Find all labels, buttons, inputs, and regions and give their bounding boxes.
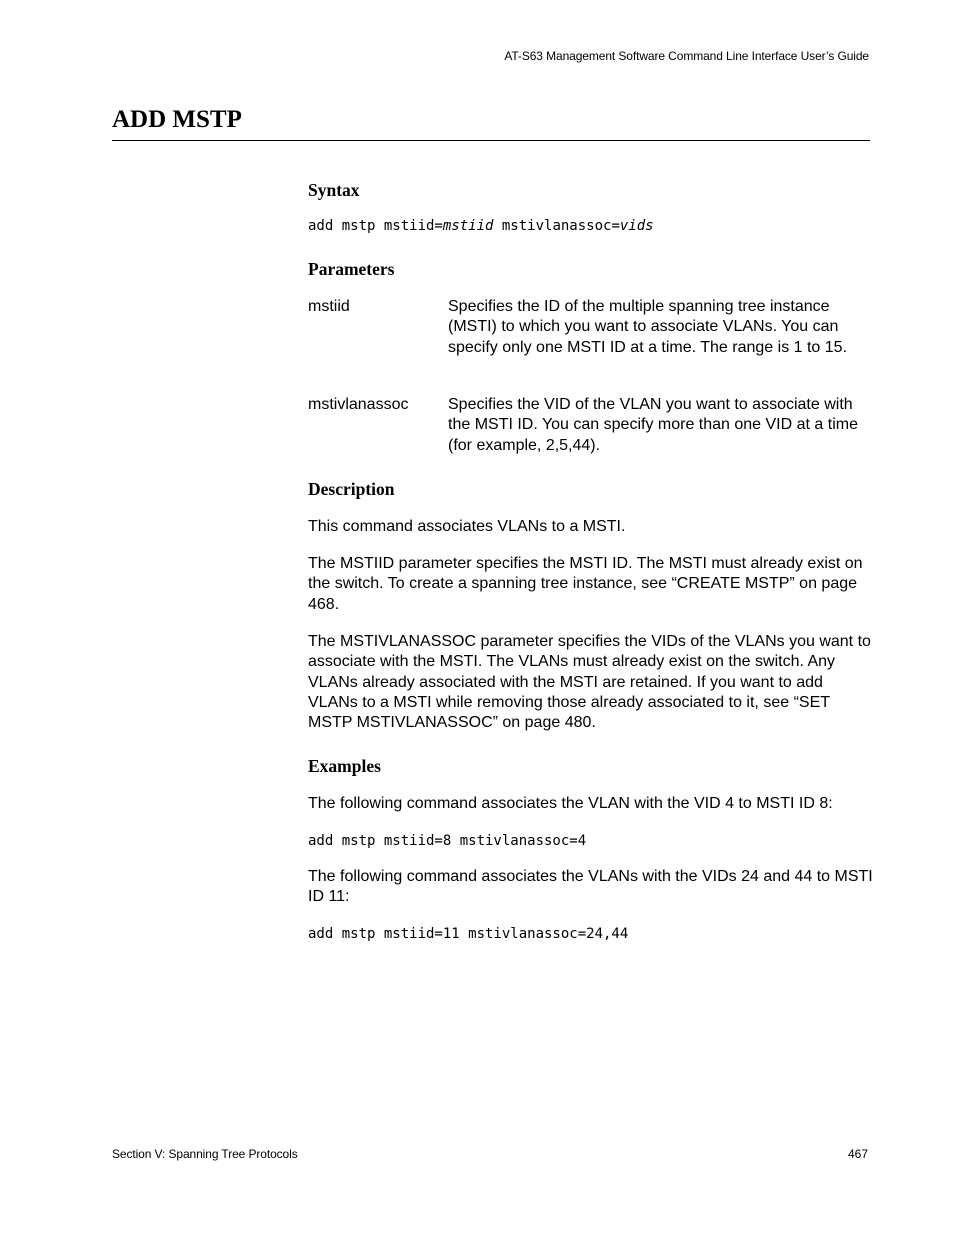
examples-heading: Examples (308, 756, 381, 776)
description-paragraph: The MSTIID parameter specifies the MSTI ID. The MSTI must already exist on the switch. To create a spanning tree instance, see “CREATE MSTP” on page 468. (308, 555, 863, 613)
syntax-heading: Syntax (308, 180, 360, 200)
example-text: The following command associates the VLAN with the VID 4 to MSTI ID 8: (308, 795, 833, 812)
title-rule (112, 140, 870, 141)
parameter-name: mstivlanassoc (308, 396, 409, 413)
syntax-variable-mstiid: mstiid (442, 218, 494, 234)
example-text: The following command associates the VLANs with the VIDs 24 and 44 to MSTI ID 11: (308, 868, 873, 906)
parameter-name: mstiid (308, 298, 350, 315)
description-paragraph: This command associates VLANs to a MSTI. (308, 518, 626, 535)
syntax-command-text: mstivlanassoc= (493, 218, 620, 234)
parameters-heading: Parameters (308, 259, 395, 279)
example-command: add mstp mstiid=8 mstivlanassoc=4 (308, 833, 587, 849)
footer-section: Section V: Spanning Tree Protocols (112, 1147, 298, 1161)
page-title: ADD MSTP (112, 106, 242, 133)
description-heading: Description (308, 479, 395, 499)
parameter-description: Specifies the VID of the VLAN you want to associate with the MSTI ID. You can specify more than one VID at a time (for example, 2,5,44). (448, 396, 858, 454)
parameter-description: Specifies the ID of the multiple spanning tree instance (MSTI) to which you want to associate VLANs. You can specify only one MSTI ID at a time. The range is 1 to 15. (448, 298, 848, 356)
page-number: 467 (847, 1147, 868, 1161)
example-command: add mstp mstiid=11 mstivlanassoc=24,44 (308, 926, 629, 942)
running-header: AT-S63 Management Software Command Line Interface User’s Guide (504, 49, 869, 63)
syntax-variable-vids: vids (619, 218, 654, 234)
syntax-command (308, 218, 654, 234)
syntax-command-text: add mstp mstiid= (308, 218, 443, 234)
description-paragraph: The MSTIVLANASSOC parameter specifies the VIDs of the VLANs you want to associate with the MSTI. The VLANs must already exist on the switch. Any VLANs already associated with the MSTI are retained. If you want to add VLANs to a MSTI while removing those already associated to it, see “SET MSTP MSTIVLANASSOC” on page 480. (308, 633, 871, 732)
